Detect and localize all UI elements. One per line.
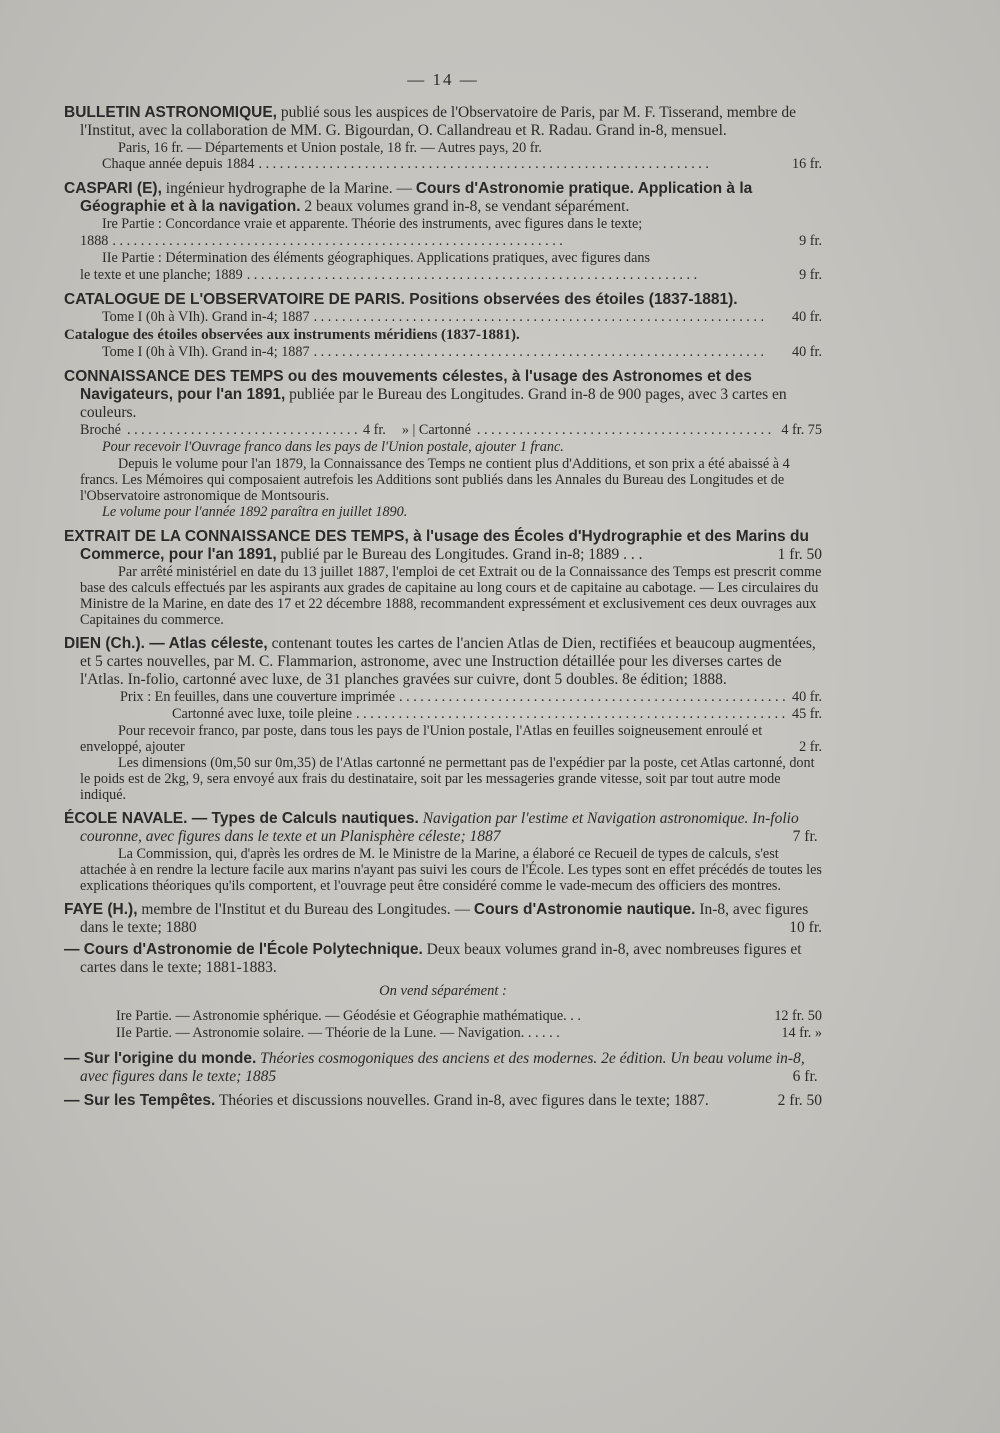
faye-part2-row [116, 1025, 822, 1042]
bulletin-year-row [102, 156, 822, 173]
dot-leader [477, 422, 776, 439]
caspari-part1-year: 1888 [80, 233, 109, 249]
page-number: — 14 — [407, 70, 479, 89]
bulletin-year-label: Chaque année depuis 1884 [102, 156, 255, 172]
catalogue-tome-row [102, 309, 822, 326]
connaissance-note: Depuis le volume pour l'an 1879, la Connaissance des Temps ne contient plus d'Additions, et son prix a été abaissé à 4 francs. Les Mémoires qui composaient autrefois les Additions sont publiés dans les Annales du Bureau des Longitudes et de l'Observatoire astronomique de Montsouris. [80, 456, 790, 504]
connaissance-cartonne-price: 4 fr. 75 [781, 422, 822, 438]
bulletin-prices: Paris, 16 fr. — Départements et Union postale, 18 fr. — Autres pays, 20 fr. [118, 140, 542, 156]
entry-connaissance [64, 368, 822, 521]
connaissance-franco: Pour recevoir l'Ouvrage franco dans les pays de l'Union postale, ajouter 1 franc. [102, 439, 564, 455]
dot-leader [112, 233, 795, 250]
dien-author: DIEN (Ch.). — [64, 635, 165, 652]
faye-part1-row [116, 1008, 822, 1025]
faye-origine-price: 6 fr. [792, 1068, 818, 1085]
faye-text2: In-8, avec figures dans le texte; 1880 [80, 901, 809, 936]
catalogue-tome2: Tome I (0h à VIh). Grand in-4; 1887 [102, 344, 310, 360]
ecole-price: 7 fr. [792, 828, 818, 845]
faye-part1: Ire Partie. — Astronomie sphérique. — Géodésie et Géographie mathématique. . . [116, 1008, 581, 1024]
connaissance-cartonne: » | Cartonné [401, 422, 471, 438]
caspari-part1-price: 9 fr. [799, 233, 822, 249]
faye-price: 10 fr. [789, 919, 822, 936]
faye-separately: On vend séparément : [379, 983, 507, 999]
dien-title: Atlas céleste, [168, 635, 268, 652]
connaissance-broche: Broché [80, 422, 121, 438]
dot-leader [258, 156, 788, 173]
faye-text: membre de l'Institut et du Bureau des Longitudes. — [141, 901, 471, 918]
caspari-part2-line2: le texte et une planche; 1889 [80, 267, 243, 283]
dien-prix2-price: 45 fr. [792, 706, 822, 722]
connaissance-text: publiée par le Bureau des Longitudes. Grand in-8 de 900 pages, avec 3 cartes en couleurs. [80, 386, 787, 421]
caspari-part2: IIe Partie : Détermination des éléments géographiques. Applications pratiques, avec figures dans [102, 250, 651, 266]
connaissance-broche-price: 4 fr. [362, 422, 386, 438]
dot-leader [399, 689, 788, 706]
dien-franco-text: Pour recevoir franco, par poste, dans tous les pays de l'Union postale, l'Atlas en feuilles soigneusement enroulé et enveloppé, ajouter [80, 723, 763, 755]
entry-catalogue [64, 291, 822, 361]
faye-part2: IIe Partie. — Astronomie solaire. — Théorie de la Lune. — Navigation. . . . . . [116, 1025, 560, 1041]
faye-cours-title: — Cours d'Astronomie de l'École Polytechnique. [64, 941, 423, 958]
dien-franco-price: 2 fr. [799, 739, 822, 755]
catalogue-tome2-row [102, 344, 822, 361]
bulletin-text: publié sous les auspices de l'Observatoire de Paris, par M. F. Tisserand, membre de l'Institut, avec la collaboration de MM. G. Bigourdan, O. Callandreau et R. Radau. Grand in-8, mensuel. [80, 104, 796, 139]
caspari-text: ingénieur hydrographe de la Marine. — [165, 180, 416, 197]
caspari-part1-row [80, 233, 822, 250]
extrait-text: publié par le Bureau des Longitudes. Grand in-8; 1889 . . . [280, 546, 643, 563]
caspari-part1: Ire Partie : Concordance vraie et apparente. Théorie des instruments, avec figures dans le texte; [102, 216, 643, 232]
dien-franco [80, 723, 822, 755]
caspari-part2-price: 9 fr. [799, 267, 822, 283]
dot-leader [356, 706, 788, 723]
faye-tempetes-price: 2 fr. 50 [777, 1092, 822, 1109]
dot-leader [127, 422, 357, 439]
faye-origine-title: — Sur l'origine du monde. [64, 1050, 257, 1067]
entry-faye [64, 901, 822, 1110]
entry-caspari [64, 180, 822, 284]
catalogue-price: 40 fr. [792, 309, 822, 325]
connaissance-volume: Le volume pour l'année 1892 paraîtra en juillet 1890. [102, 504, 408, 520]
bulletin-year-price: 16 fr. [792, 156, 822, 172]
dien-prix2-row [172, 706, 822, 723]
connaissance-price-row [80, 422, 822, 439]
dien-note: Les dimensions (0m,50 sur 0m,35) de l'Atlas cartonné ne permettant pas de l'expédier par la poste, cet Atlas cartonné, dont le poids est de 2kg, 9, sera envoyé aux frais du destinataire, soit par les messageries grande vitesse, soit par tout autre mode indiqué. [80, 755, 815, 803]
dot-leader [314, 344, 788, 361]
faye-title: Cours d'Astronomie nautique. [473, 901, 696, 918]
dien-prix1: Prix : En feuilles, dans une couverture imprimée [120, 689, 396, 705]
faye-origine-text: Théories cosmogoniques des anciens et des modernes. 2e édition. Un beau volume in-8, avec figures dans le texte; 1885 [80, 1050, 805, 1085]
dot-leader [314, 309, 788, 326]
ecole-text: Navigation par l'estime et Navigation astronomique. In-folio couronne, avec figures dans le texte et un Planisphère céleste; 1887 [80, 810, 799, 845]
faye-part2-price: 14 fr. » [781, 1025, 822, 1041]
catalogue-price2: 40 fr. [792, 344, 822, 360]
dien-prix1-price: 40 fr. [792, 689, 822, 705]
entry-bulletin [64, 104, 822, 173]
dot-leader [247, 267, 795, 284]
dien-prix2: Cartonné avec luxe, toile pleine [172, 706, 353, 722]
caspari-part2-row [80, 267, 822, 284]
ecole-note: La Commission, qui, d'après les ordres de M. le Ministre de la Marine, a élaboré ce Recueil de types de calculs, s'est attachée à en rendre la lecture facile aux marins n'ayant pas suivi les cours de l'École. Les types sont en effet précédés de toutes les explications théoriques qu'ils comportent, et l'ouvrage peut être considéré comme le vade-mecum des officiers des montres. [80, 846, 822, 894]
entry-dien [64, 635, 822, 803]
caspari-desc: 2 beaux volumes grand in-8, se vendant séparément. [304, 198, 630, 215]
dien-text: contenant toutes les cartes de l'ancien Atlas de Dien, rectifiées et beaucoup augmentées, et 5 cartes nouvelles, par M. C. Flammarion, astronome, avec une Instruction détaillée pour les diverses cartes de l'Atlas. In-folio, cartonné avec luxe, de 31 planches gravées sur cuivre, dont 5 doubles. 8e édition; 1888. [80, 635, 816, 688]
caspari-title: Cours d'Astronomie pratique. Application à la Géographie et à la navigation. [80, 180, 753, 215]
extrait-note: Par arrêté ministériel en date du 13 juillet 1887, l'emploi de cet Extrait ou de la Connaissance des Temps est prescrit comme base des calculs effectués par les aspirants aux grades de capitaine au long cours et de capitaine au cabotage. — Les circulaires du Ministre de la Marine, en date des 17 et 22 décembre 1888, recommandent expressément et exclusivement ces deux ouvrages aux Capitaines du commerce. [80, 564, 822, 628]
faye-tempetes-title: — Sur les Tempêtes. [64, 1092, 216, 1109]
caspari-author: CASPARI (E), [64, 180, 162, 197]
extrait-price: 1 fr. 50 [777, 546, 822, 563]
faye-tempetes-text: Théories et discussions nouvelles. Grand in-8, avec figures dans le texte; 1887. [218, 1092, 709, 1109]
ecole-title: ÉCOLE NAVALE. — Types de Calculs nautiques. [64, 810, 419, 827]
bulletin-title: BULLETIN ASTRONOMIQUE, [64, 104, 277, 121]
extrait-title: EXTRAIT DE LA CONNAISSANCE DES TEMPS, à l'usage des Écoles d'Hydrographie et des Marins du Commerce, pour l'an 1891, [64, 528, 809, 563]
entry-ecole [64, 810, 822, 894]
faye-part1-price: 12 fr. 50 [774, 1008, 822, 1024]
catalogue-title: CATALOGUE DE L'OBSERVATOIRE DE PARIS. Positions observées des étoiles (1837-1881). [64, 291, 738, 308]
catalogue-title2: Catalogue des étoiles observées aux instruments méridiens (1837-1881). [64, 327, 520, 343]
dien-prix1-row [120, 689, 822, 706]
connaissance-title: CONNAISSANCE DES TEMPS ou des mouvements célestes, à l'usage des Astronomes et des Navigateurs, pour l'an 1891, [64, 368, 752, 403]
entry-extrait [64, 528, 822, 628]
faye-cours-text: Deux beaux volumes grand in-8, avec nombreuses figures et cartes dans le texte; 1881-1883. [80, 941, 802, 976]
catalogue-tome: Tome I (0h à VIh). Grand in-4; 1887 [102, 309, 310, 325]
faye-author: FAYE (H.), [64, 901, 138, 918]
